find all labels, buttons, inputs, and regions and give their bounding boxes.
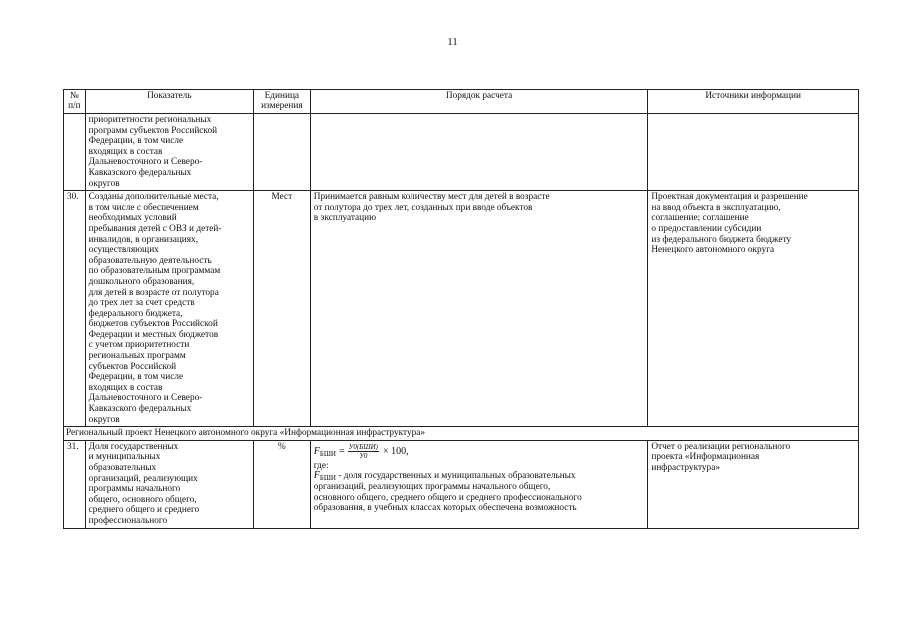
header-unit-line: Единица xyxy=(264,91,300,101)
text-line: общего, основного общего, xyxy=(88,494,197,505)
text-line xyxy=(314,471,645,482)
text-line: федерального бюджета, xyxy=(88,308,183,319)
page-number: 11 xyxy=(447,36,458,48)
section-title: Региональный проект Ненецкого автономного округа «Информационная инфраструктура» xyxy=(64,427,859,441)
text-line: о предоставлении субсидии xyxy=(651,223,762,234)
formula-lhs-subscript: БШИ xyxy=(319,449,336,458)
where-label: где: xyxy=(313,460,329,471)
header-num-line: п/п xyxy=(68,101,81,111)
text-line: образовательных xyxy=(88,463,157,473)
formula xyxy=(314,443,645,461)
text-line: инфраструктура» xyxy=(651,463,720,473)
text-line: Федерации и местных бюджетов xyxy=(88,329,219,340)
table-header-row xyxy=(64,90,859,114)
section-row xyxy=(64,427,859,441)
cell-num: 30. xyxy=(64,191,86,427)
text-line: пребывания детей с ОВЗ и детей- xyxy=(88,223,222,234)
text-line: организаций, реализующих программы начального общего, xyxy=(313,482,551,492)
definition-symbol-letter: F xyxy=(313,470,320,482)
text-line: Федерации, в том числе xyxy=(88,372,184,383)
table-row-30 xyxy=(64,191,859,427)
text-line: входящих в состав xyxy=(88,382,163,393)
cell-unit: % xyxy=(253,440,310,528)
text-line: бюджетов субъектов Российской xyxy=(88,319,218,330)
indicator-table xyxy=(63,89,859,529)
cell-source xyxy=(648,114,859,191)
text-line: приоритетности региональных xyxy=(88,115,212,125)
cell-source xyxy=(648,440,859,528)
text-line: в том числе с обеспечением xyxy=(88,202,199,213)
header-num xyxy=(64,90,86,114)
text-line: программы начального xyxy=(88,484,181,495)
text-line: на ввод объекта в эксплуатацию, xyxy=(651,202,781,213)
text-line: и муниципальных xyxy=(88,452,161,463)
text-line: основного общего, среднего общего и среднего профессионального xyxy=(313,492,582,503)
header-unit-line: измерения xyxy=(261,101,303,111)
text-line: необходимых условий xyxy=(88,213,177,224)
text-line: среднего общего и среднего xyxy=(88,505,200,516)
text-line: Федерации, в том числе xyxy=(88,136,184,147)
text-line: субъектов Российской xyxy=(88,361,177,372)
text-line: от полутора до трех лет, созданных при вводе объектов xyxy=(313,202,533,213)
table-row-31 xyxy=(64,440,859,528)
text-line: в эксплуатацию xyxy=(313,213,377,224)
text-line: организаций, реализующих xyxy=(88,473,198,484)
text-line: Ненецкого автономного округа xyxy=(651,245,775,256)
text-line: с учетом приоритетности xyxy=(88,340,190,351)
formula-tail: × 100, xyxy=(382,445,409,457)
text-line: образовательную деятельность xyxy=(88,255,212,266)
cell-indicator xyxy=(85,191,253,427)
formula-denominator: У0 xyxy=(359,452,368,461)
cell-num xyxy=(64,114,86,191)
cell-source xyxy=(648,191,859,427)
cell-calc xyxy=(310,440,648,528)
formula-fraction xyxy=(348,443,379,460)
text-line: инвалидов, в организациях, xyxy=(88,234,199,245)
formula-lhs xyxy=(314,447,336,458)
text-line: по образовательным программам xyxy=(88,266,221,277)
text-line: дошкольного образования, xyxy=(88,276,195,287)
header-unit xyxy=(253,90,310,114)
cell-unit: Мест xyxy=(253,191,310,427)
text-line: программ субъектов Российской xyxy=(88,125,218,136)
text-line: Доля государственных xyxy=(88,441,179,452)
text-line: проекта «Информационная xyxy=(651,452,760,463)
formula-numerator: У0(БШИ) xyxy=(348,443,378,452)
text-line: Проектная документация и разрешение xyxy=(651,192,808,203)
text-line: Принимается равным количеству мест для детей в возрасте xyxy=(313,192,550,203)
header-source: Источники информации xyxy=(648,90,859,114)
definition-symbol-subscript: БШИ xyxy=(319,474,336,483)
cell-calc xyxy=(310,114,648,191)
text-line: Кавказского федеральных xyxy=(88,167,192,178)
text-line: Дальневосточного и Северо- xyxy=(88,157,203,168)
text-line: Отчет о реализации регионального xyxy=(651,441,791,452)
formula-lhs-symbol: F xyxy=(313,445,320,457)
text-line: профессионального xyxy=(88,515,168,526)
text-line: входящих в состав xyxy=(88,146,163,157)
header-num-line: № xyxy=(69,91,79,101)
text-line: до трех лет за счет средств xyxy=(88,298,195,309)
text-line: округов xyxy=(88,178,120,189)
table-row-continued xyxy=(64,114,859,191)
definition-text: - доля государственных и муниципальных образовательных xyxy=(338,471,576,482)
definition-symbol xyxy=(314,470,336,481)
text-line: осуществляющих xyxy=(88,245,159,256)
cell-num: 31. xyxy=(64,440,86,528)
text-line: для детей в возрасте от полутора xyxy=(88,287,219,298)
text-line: образования, в учебных классах которых обеспечена возможность xyxy=(313,503,577,514)
cell-indicator xyxy=(85,440,253,528)
cell-unit xyxy=(253,114,310,191)
text-line: округов xyxy=(88,414,120,425)
text-line: из федерального бюджета бюджету xyxy=(651,234,792,245)
header-calc: Порядок расчета xyxy=(310,90,648,114)
cell-calc xyxy=(310,191,648,427)
header-indicator: Показатель xyxy=(85,90,253,114)
formula-equals: = xyxy=(338,445,345,457)
text-line: Созданы дополнительные места, xyxy=(88,192,219,203)
cell-indicator xyxy=(85,114,253,191)
text-line: Дальневосточного и Северо- xyxy=(88,393,203,404)
text-line: Кавказского федеральных xyxy=(88,404,192,415)
text-line: региональных программ xyxy=(88,351,186,362)
text-line: соглашение; соглашение xyxy=(651,213,749,224)
